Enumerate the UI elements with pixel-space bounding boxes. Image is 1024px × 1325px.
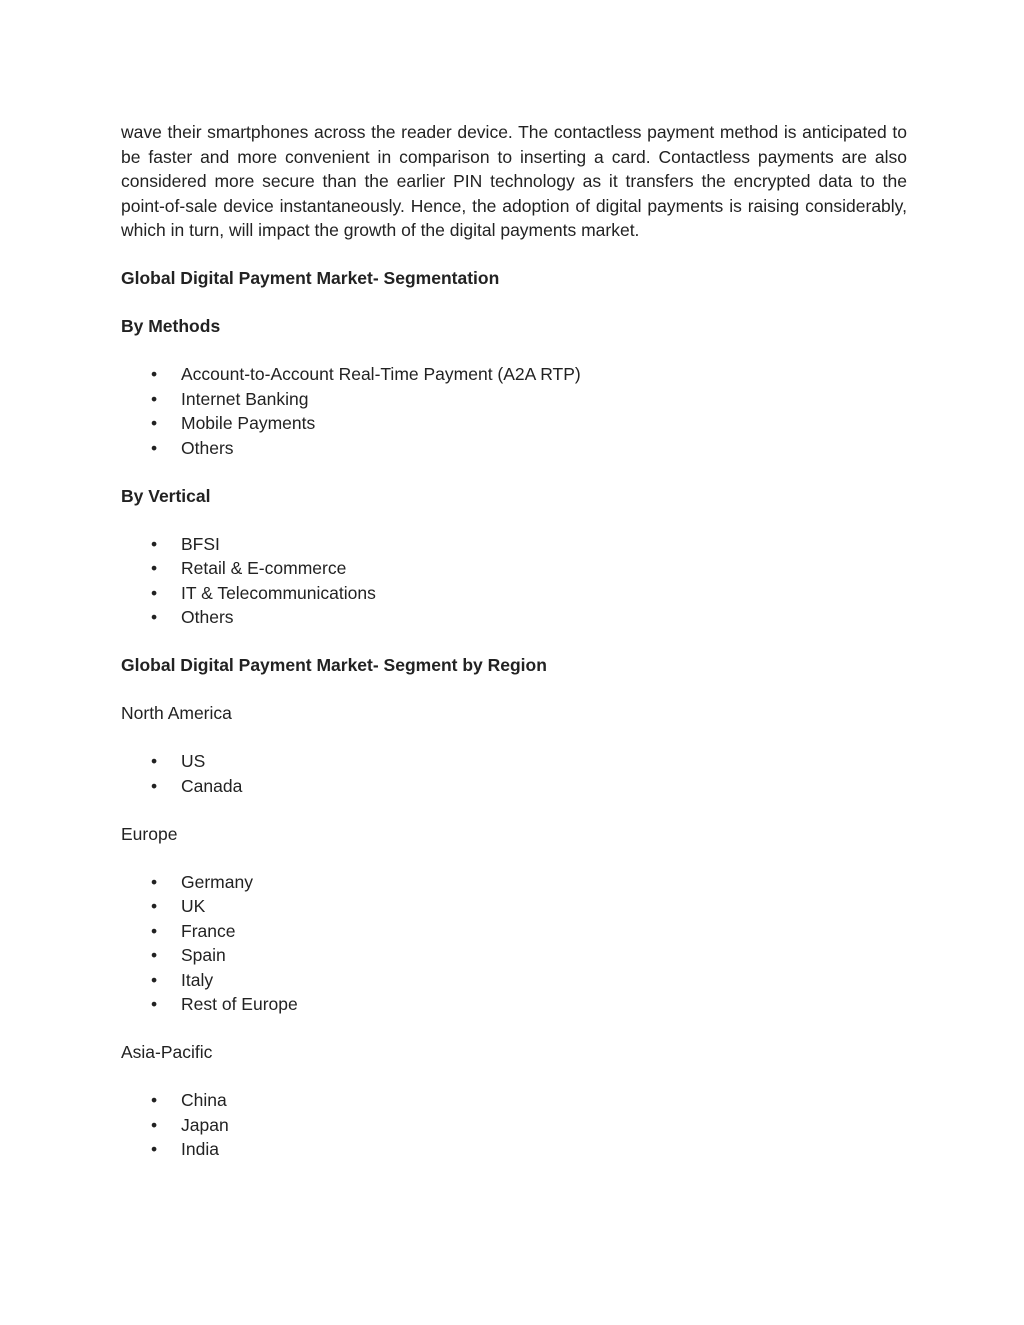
segmentation-heading: Global Digital Payment Market- Segmentation [121,268,500,288]
region-heading: Global Digital Payment Market- Segment by Region [121,655,547,675]
region-name-europe: Europe [121,823,178,844]
list-item: • Canada [121,774,907,799]
list-item: • Others [121,436,907,461]
methods-heading: By Methods [121,316,221,336]
methods-list [121,362,907,460]
document-page [121,120,907,1162]
region-name-north-america: North America [121,703,232,723]
vertical-list [121,532,907,630]
list-item: • US [121,749,907,774]
list-item: • Internet Banking [121,387,907,412]
list-item: • Rest of Europe [121,992,907,1017]
list-item: • BFSI [121,532,907,557]
list-item: • Japan [121,1113,907,1138]
region-name-asia-pacific: Asia-Pacific [121,1042,213,1062]
list-item: • Germany [121,870,907,895]
list-item: • IT & Telecommunications [121,581,907,606]
list-item: • Spain [121,943,907,968]
list-item: • UK [121,894,907,919]
list-item: • Account-to-Account Real-Time Payment (A2A RTP) [121,362,907,387]
list-item: • India [121,1137,907,1162]
europe-list [121,870,907,1017]
asia-pacific-list [121,1088,907,1162]
list-item: • Others [121,605,907,630]
list-item: • Mobile Payments [121,411,907,436]
vertical-heading: By Vertical [121,485,211,506]
list-item: • China [121,1088,907,1113]
intro-paragraph: wave their smartphones across the reader device. The contactless payment method is anticipated to be faster and more convenient in comparison to inserting a card. Contactless payments are also considered more secure than the earlier PIN technology as it transfers the encrypted data to the point-of-sale device instantaneously. Hence, the adoption of digital payments is raising considerably, which in turn, will impact the growth of the digital payments market. [121,122,907,240]
north-america-list [121,749,907,798]
list-item: • France [121,919,907,944]
list-item: • Italy [121,968,907,993]
list-item: • Retail & E-commerce [121,556,907,581]
